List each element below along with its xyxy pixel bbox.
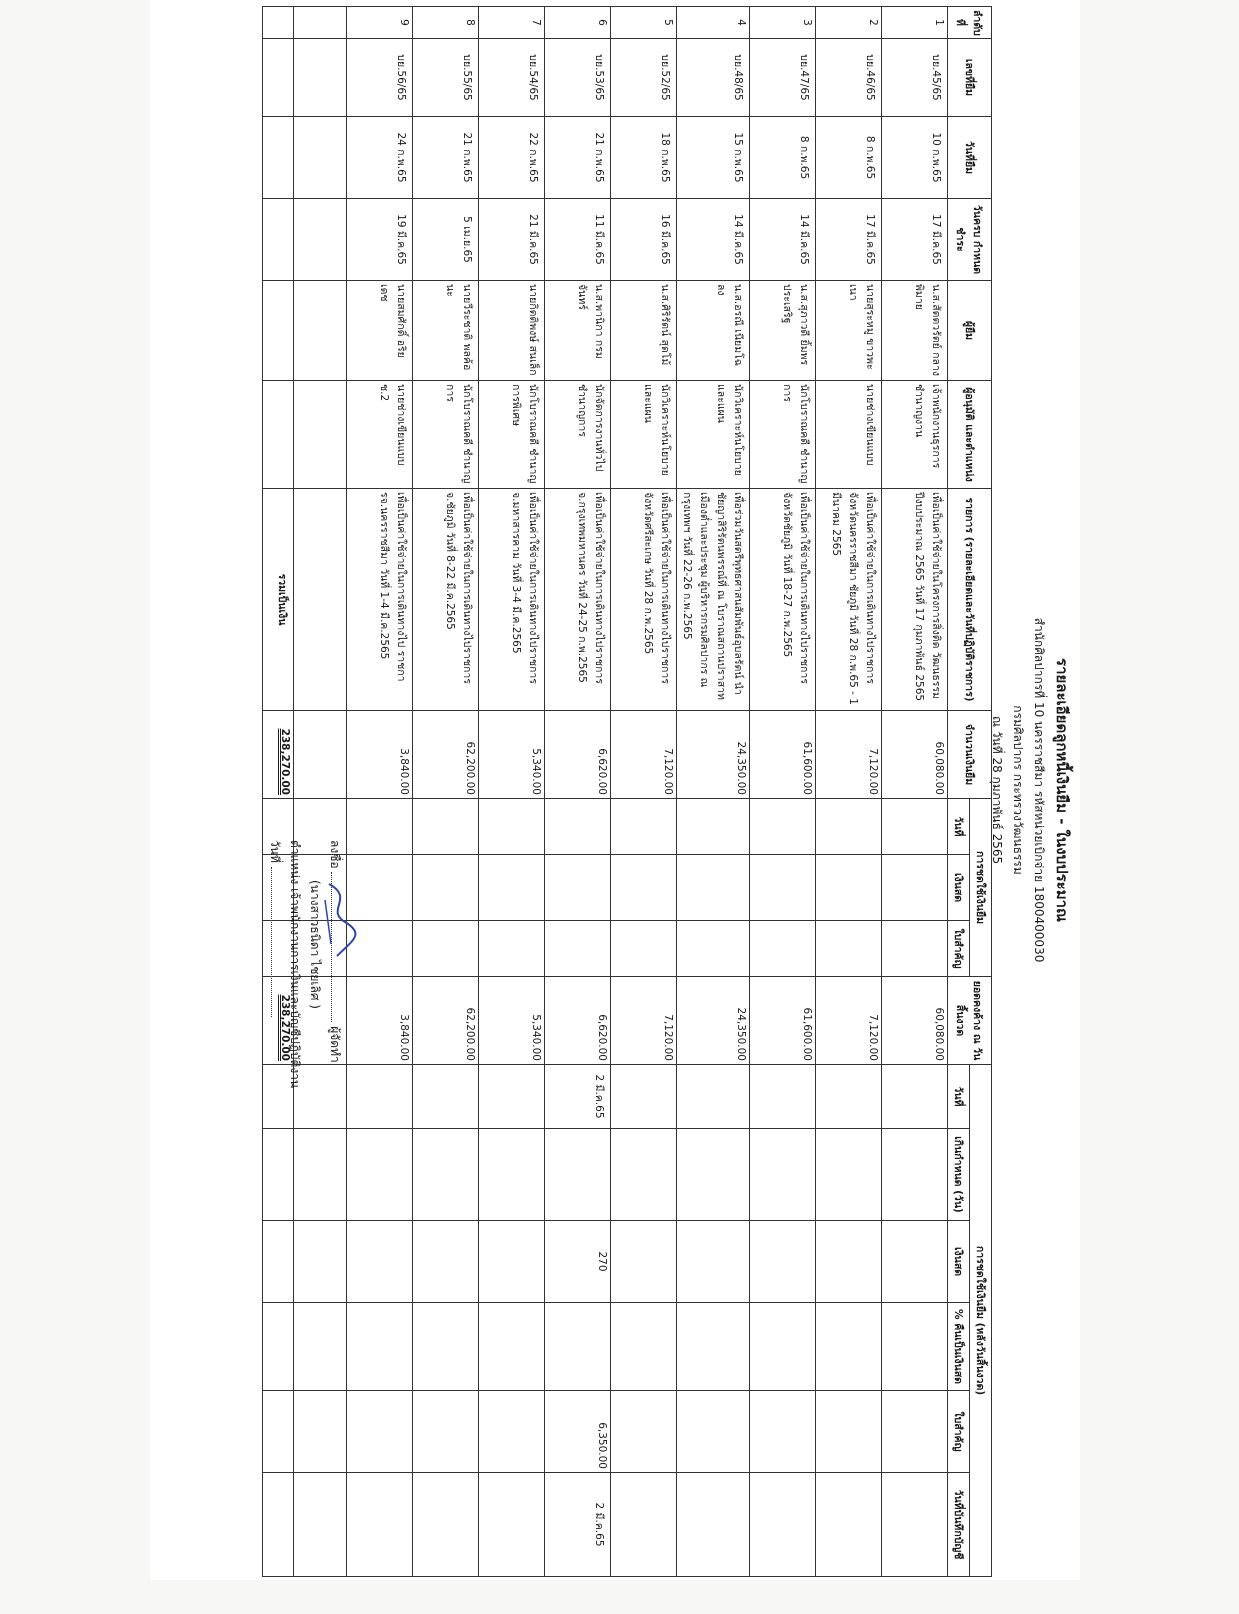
row-od-cash <box>413 1221 479 1303</box>
row-od-post <box>347 1473 413 1577</box>
col-repay-date: วันที่ <box>948 799 970 855</box>
row-loan-date: 8 ก.พ.65 <box>750 117 816 199</box>
row-borrower: น.ส.ศิริรัตน์ สุดโม้ <box>611 281 677 381</box>
row-amount: 62,200.00 <box>413 711 479 799</box>
signer-name: (นางสาวธนิดา ไชยเลิศ ) <box>308 880 322 1009</box>
signer-position: ตำแหน่ง เจ้าพนักงานการเงินและบัญชีปฏิบัติงาน <box>288 840 302 1089</box>
col-od-days: เกินกำหนด (วัน) <box>948 1129 970 1221</box>
row-od-cash <box>816 1221 882 1303</box>
row-loan-date: 21 ก.พ.65 <box>413 117 479 199</box>
row-od-date <box>677 1065 750 1129</box>
row-repay-cash <box>413 855 479 921</box>
row-loan-date: 8 ก.พ.65 <box>816 117 882 199</box>
row-due-date: 11 มี.ค.65 <box>545 199 611 281</box>
row-details: เพื่อเป็นค่าใช้จ่ายในการเดินทางไปราชการ จ.กรุงเทพมหานคร วันที่ 24-25 ก.พ.2565 <box>545 489 611 711</box>
row-od-receipt: 6,350.00 <box>545 1391 611 1473</box>
row-loan-no: บย.45/65 <box>882 39 948 117</box>
row-od-date <box>882 1065 948 1129</box>
row-amount: 6,620.00 <box>545 711 611 799</box>
row-approver: นักวิเคราะห์นโยบาย และแผน <box>611 381 677 489</box>
row-od-receipt <box>750 1391 816 1473</box>
row-due-date: 14 มี.ค.65 <box>677 199 750 281</box>
handwritten-signature <box>319 880 359 960</box>
document-title: รายละเอียดลูกหนี้เงินยืม - ในงบประมาณ <box>1053 658 1071 922</box>
table-row <box>611 7 677 1577</box>
row-amount: 24,350.00 <box>677 711 750 799</box>
row-details: เพื่อเป็นค่าใช้จ่ายในการเดินทางไปราชการ จังหวัดนครราชสีมา ชัยภูมิ วันที่ 28 ก.พ.65 - 1 มีนาคม 2565 <box>816 489 882 711</box>
row-loan-no: บย.53/65 <box>545 39 611 117</box>
row-approver: นายช่างเขียนแบบ ช.2 <box>347 381 413 489</box>
row-due-date: 17 มี.ค.65 <box>882 199 948 281</box>
row-repay-receipt <box>677 921 750 977</box>
row-od-days <box>413 1129 479 1221</box>
col-repay-cash: เงินสด <box>948 855 970 921</box>
total-amount: 238,270.00 <box>263 711 294 799</box>
row-od-receipt <box>413 1391 479 1473</box>
row-no: 6 <box>545 7 611 39</box>
row-loan-date: 10 ก.พ.65 <box>882 117 948 199</box>
table-row <box>545 7 611 1577</box>
row-repay-cash <box>479 855 545 921</box>
row-od-receipt <box>347 1391 413 1473</box>
col-repay-group: การชดใช้เงินยืม <box>970 799 992 977</box>
row-od-date <box>750 1065 816 1129</box>
row-amount: 7,120.00 <box>816 711 882 799</box>
row-details: เพื่อร่วมวันสตรีพุทธศาสนสัมพันธ์อุบลรัตน์ นำชัยญาสิริรัตนพรรณ์ที่ ณ โบราณสถานปราสาทเมืองต่ำและประชุม ผู้บริหารกรมศิลปากร ณ กรุงเทพฯ วันที่ 22-26 ก.พ.2565 <box>677 489 750 711</box>
row-loan-date: 18 ก.พ.65 <box>611 117 677 199</box>
row-approver: นักโบราณคดี ชำนาญการ <box>750 381 816 489</box>
row-loan-no: บย.56/65 <box>347 39 413 117</box>
row-repay-date <box>413 799 479 855</box>
row-due-date: 17 มี.ค.65 <box>816 199 882 281</box>
row-od-days <box>611 1129 677 1221</box>
row-approver: นักวิเคราะห์นโยบาย และแผน <box>677 381 750 489</box>
row-repay-cash <box>545 855 611 921</box>
col-balance: ยอดคงค้าง ณ วันสิ้นงวด <box>948 977 992 1065</box>
row-od-percent <box>816 1303 882 1391</box>
row-od-percent <box>750 1303 816 1391</box>
col-od-date: วันที่ <box>948 1065 970 1129</box>
row-loan-no: บย.47/65 <box>750 39 816 117</box>
col-overdue-group: การชดใช้เงินยืม (หลังวันสิ้นงวด) <box>970 1065 992 1577</box>
row-od-receipt <box>816 1391 882 1473</box>
row-amount: 5,340.00 <box>479 711 545 799</box>
table-row <box>882 7 948 1577</box>
row-od-date <box>479 1065 545 1129</box>
row-od-percent <box>882 1303 948 1391</box>
row-od-date: 2 มี.ค.65 <box>545 1065 611 1129</box>
row-details: เพื่อเป็นค่าใช้จ่ายในการเดินทางไปราชการ จังหวัดชัยภูมิ วันที่ 18-27 ก.พ.2565 <box>750 489 816 711</box>
office-line: สำนักศิลปากรที่ 10 นครราชสีมา รหัสหน่วยเบิกจ่าย 1800400030 <box>1032 617 1046 963</box>
col-od-receipt: ใบสำคัญ <box>948 1391 970 1473</box>
col-due-date: วันครบ กำหนดชำระ <box>948 199 992 281</box>
table-row <box>347 7 413 1577</box>
row-no: 9 <box>347 7 413 39</box>
row-od-cash <box>882 1221 948 1303</box>
sign-role: ผู้จัดทำ <box>328 1026 342 1063</box>
row-repay-receipt <box>750 921 816 977</box>
row-amount: 61,600.00 <box>750 711 816 799</box>
row-od-cash <box>479 1221 545 1303</box>
row-due-date: 5 เม.ย.65 <box>413 199 479 281</box>
row-od-receipt <box>677 1391 750 1473</box>
row-repay-date <box>479 799 545 855</box>
row-repay-date <box>882 799 948 855</box>
row-borrower: น.ส.สัตตวรัตย์ กลางพิมาย <box>882 281 948 381</box>
row-repay-date <box>816 799 882 855</box>
row-od-post <box>611 1473 677 1577</box>
row-no: 4 <box>677 7 750 39</box>
date-line <box>265 840 285 1360</box>
row-balance: 60,080.00 <box>882 977 948 1065</box>
row-loan-date: 21 ก.พ.65 <box>545 117 611 199</box>
row-repay-date <box>347 799 413 855</box>
row-od-date <box>816 1065 882 1129</box>
row-od-days <box>347 1129 413 1221</box>
row-borrower: น.ส.พานิกา กรม จันทร์ <box>545 281 611 381</box>
row-repay-cash <box>750 855 816 921</box>
row-borrower: นายวีระชาติ พลค้อนะ <box>413 281 479 381</box>
row-od-post <box>816 1473 882 1577</box>
department-line: กรมศิลปากร กระทรวงวัฒนธรรม <box>1011 705 1025 875</box>
row-od-receipt <box>882 1391 948 1473</box>
row-details: เพื่อเป็นค่าใช้จ่ายในการเดินทางไปราชการ จังหวัดศรีสะเกษ วันที่ 28 ก.พ.2565 <box>611 489 677 711</box>
row-no: 5 <box>611 7 677 39</box>
row-repay-date <box>677 799 750 855</box>
row-approver: นักโบราณคดี ชำนาญการ <box>413 381 479 489</box>
signature-line <box>325 840 345 1360</box>
row-approver: นายช่างเขียนแบบ <box>816 381 882 489</box>
row-od-date <box>347 1065 413 1129</box>
row-due-date: 16 มี.ค.65 <box>611 199 677 281</box>
row-borrower: น.ส.อรณี เนียมโฉลง <box>677 281 750 381</box>
row-od-days <box>545 1129 611 1221</box>
row-od-post <box>479 1473 545 1577</box>
row-repay-date <box>750 799 816 855</box>
row-no: 7 <box>479 7 545 39</box>
col-repay-receipt: ใบสำคัญ <box>948 921 970 977</box>
row-loan-date: 15 ก.พ.65 <box>677 117 750 199</box>
row-borrower: นายกิตติพงษ์ สนเล็ก <box>479 281 545 381</box>
row-od-percent <box>347 1303 413 1391</box>
as-of-date: ณ วันที่ 28 กุมภาพันธ์ 2565 <box>990 715 1004 865</box>
col-approver: ผู้อนุมัติ และตำแหน่ง <box>948 381 992 489</box>
col-borrower: ผู้ยืม <box>948 281 992 381</box>
col-no: ลำดับที่ <box>948 7 992 39</box>
row-od-cash <box>347 1221 413 1303</box>
row-borrower: น.ส.สุภาวดี ยิ้มพร ประเสริฐ <box>750 281 816 381</box>
row-od-post <box>882 1473 948 1577</box>
row-balance: 3,840.00 <box>347 977 413 1065</box>
col-details: รายการ (รายละเอียดและวันที่ปฏิบัติราชการ) <box>948 489 992 711</box>
table-row <box>677 7 750 1577</box>
row-no: 1 <box>882 7 948 39</box>
row-od-receipt <box>611 1391 677 1473</box>
row-loan-no: บย.55/65 <box>413 39 479 117</box>
sign-label: ลงชื่อ <box>328 840 342 869</box>
header-row <box>970 7 992 1577</box>
row-repay-receipt <box>816 921 882 977</box>
row-balance: 7,120.00 <box>611 977 677 1065</box>
col-amount: จำนวนเงินยืม <box>948 711 992 799</box>
row-repay-receipt <box>545 921 611 977</box>
row-no: 2 <box>816 7 882 39</box>
col-loan-date: วันที่ยืม <box>948 117 992 199</box>
row-repay-receipt <box>413 921 479 977</box>
row-od-percent <box>611 1303 677 1391</box>
row-loan-no: บย.48/65 <box>677 39 750 117</box>
row-repay-receipt <box>882 921 948 977</box>
row-balance: 5,340.00 <box>479 977 545 1065</box>
row-repay-date <box>611 799 677 855</box>
row-approver: นักจัดการงานทั่วไป ชำนาญการ <box>545 381 611 489</box>
row-repay-cash <box>677 855 750 921</box>
row-od-days <box>677 1129 750 1221</box>
row-loan-date: 22 ก.พ.65 <box>479 117 545 199</box>
row-approver: เจ้าพนักงานธุรการ ชำนาญงาน <box>882 381 948 489</box>
row-details: เพื่อเป็นค่าใช้จ่ายในการเดินทางไป ราชการจ.นครราชสีมา วันที่ 1-4 มี.ค.2565 <box>347 489 413 711</box>
date-dots <box>271 867 272 1017</box>
row-repay-cash <box>816 855 882 921</box>
row-loan-no: บย.54/65 <box>479 39 545 117</box>
total-balance: 238,270.00 <box>263 977 294 1065</box>
row-borrower: นายสุระหมู ขาวพะเนา <box>816 281 882 381</box>
row-od-days <box>479 1129 545 1221</box>
row-od-percent <box>677 1303 750 1391</box>
col-od-percent: % คืนเป็นเงินสด <box>948 1303 970 1391</box>
row-amount: 7,120.00 <box>611 711 677 799</box>
row-repay-receipt <box>611 921 677 977</box>
date-label: วันที่ <box>268 840 282 863</box>
row-approver: นักโบราณคดี ชำนาญการพิเศษ <box>479 381 545 489</box>
row-loan-date: 24 ก.พ.65 <box>347 117 413 199</box>
row-balance: 6,620.00 <box>545 977 611 1065</box>
row-due-date: 21 มี.ค.65 <box>479 199 545 281</box>
col-od-cash: เงินสด <box>948 1221 970 1303</box>
row-details: เพื่อเป็นค่าใช้จ่ายในโครงการสิ่งติด วัฒนธรรม ปีงบประมาณ 2565 วันที่ 17 กุมภาพันธ์ 2565 <box>882 489 948 711</box>
row-details: เพื่อเป็นค่าใช้จ่ายในการเดินทางไปราชการ จ.มหาสารคาม วันที่ 3-4 มี.ค.2565 <box>479 489 545 711</box>
row-balance: 24,350.00 <box>677 977 750 1065</box>
row-od-days <box>816 1129 882 1221</box>
row-loan-no: บย.46/65 <box>816 39 882 117</box>
table-row <box>413 7 479 1577</box>
row-od-date <box>413 1065 479 1129</box>
row-due-date: 14 มี.ค.65 <box>750 199 816 281</box>
row-no: 8 <box>413 7 479 39</box>
row-od-post <box>677 1473 750 1577</box>
row-od-percent <box>479 1303 545 1391</box>
row-od-percent <box>413 1303 479 1391</box>
row-amount: 60,080.00 <box>882 711 948 799</box>
row-repay-cash <box>882 855 948 921</box>
row-od-post <box>750 1473 816 1577</box>
row-balance: 62,200.00 <box>413 977 479 1065</box>
row-due-date: 19 มี.ค.65 <box>347 199 413 281</box>
row-amount: 3,840.00 <box>347 711 413 799</box>
ledger-sheet <box>150 0 1080 1580</box>
row-repay-receipt <box>479 921 545 977</box>
table-row <box>479 7 545 1577</box>
ledger-body <box>263 7 948 1577</box>
row-od-days <box>750 1129 816 1221</box>
col-od-post: วันที่บันทึกบัญชี <box>948 1473 970 1577</box>
row-od-cash <box>750 1221 816 1303</box>
row-od-cash: 270 <box>545 1221 611 1303</box>
col-loan-no: เลขที่ยืม <box>948 39 992 117</box>
row-od-post <box>413 1473 479 1577</box>
row-balance: 61,600.00 <box>750 977 816 1065</box>
loan-ledger-table <box>262 6 992 1577</box>
row-loan-no: บย.52/65 <box>611 39 677 117</box>
row-repay-cash <box>611 855 677 921</box>
row-od-cash <box>611 1221 677 1303</box>
row-od-date <box>611 1065 677 1129</box>
row-od-post: 2 มี.ค.65 <box>545 1473 611 1577</box>
row-no: 3 <box>750 7 816 39</box>
table-row <box>750 7 816 1577</box>
row-repay-date <box>545 799 611 855</box>
total-label: รวมเป็นเงิน <box>263 489 294 711</box>
row-od-days <box>882 1129 948 1221</box>
row-od-receipt <box>479 1391 545 1473</box>
title-block <box>990 0 1080 1580</box>
row-balance: 7,120.00 <box>816 977 882 1065</box>
table-row <box>816 7 882 1577</box>
signature-block <box>265 840 345 1360</box>
row-borrower: นายสมศักดิ์ อริย เดช <box>347 281 413 381</box>
row-od-cash <box>677 1221 750 1303</box>
row-od-percent <box>545 1303 611 1391</box>
row-details: เพื่อเป็นค่าใช้จ่ายในการเดินทางไปราชการ จ.ชัยภูมิ วันที่ 8-22 มี.ค.2565 <box>413 489 479 711</box>
